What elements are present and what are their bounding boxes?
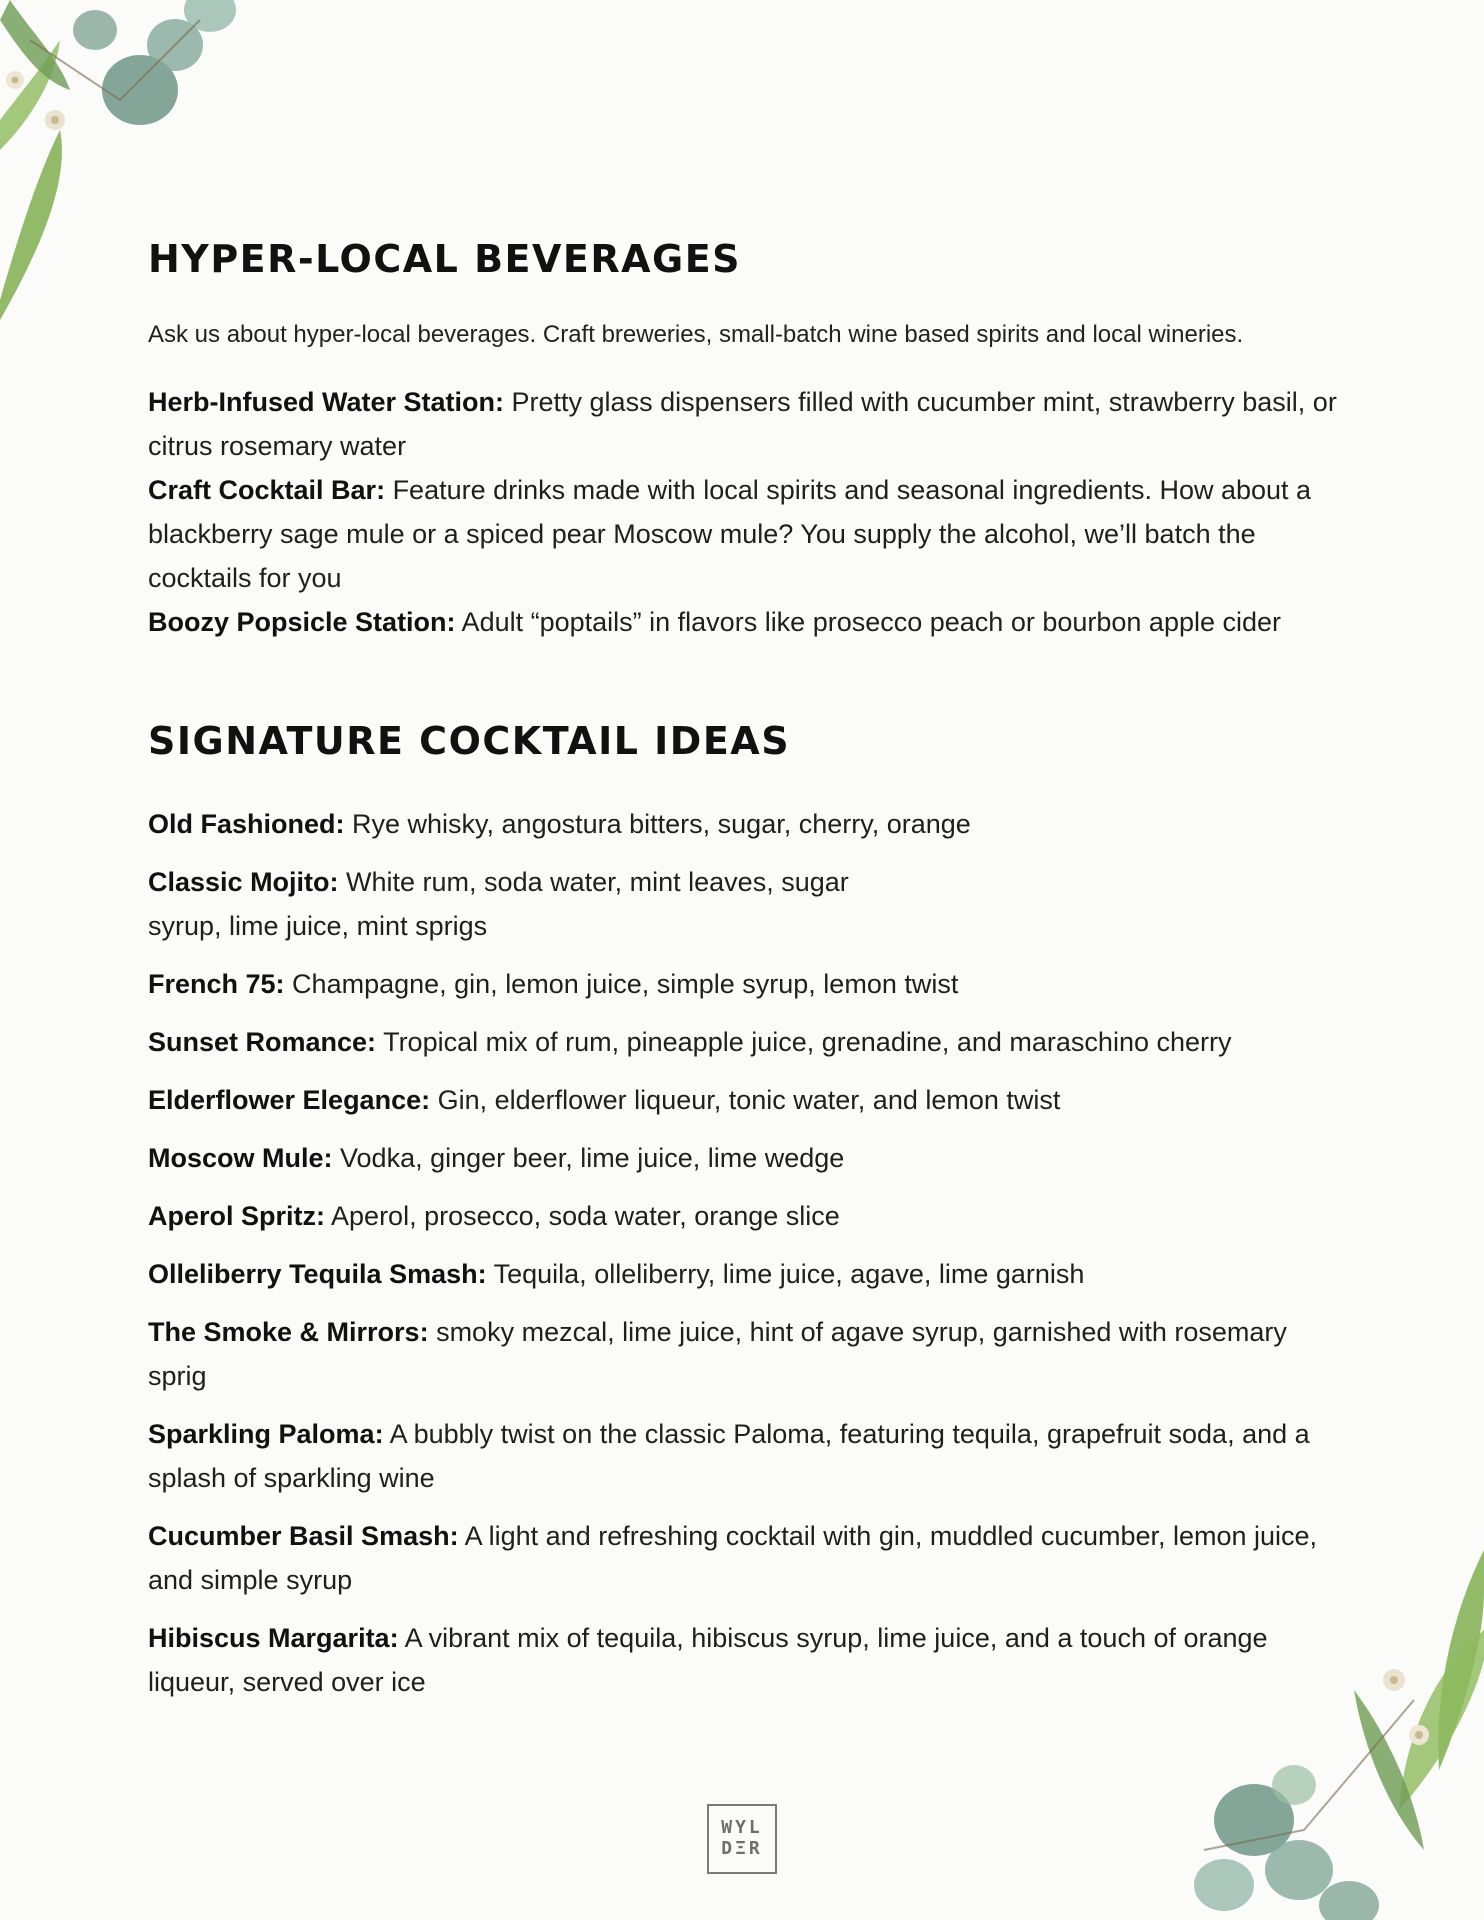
item-name: Sparkling Paloma: — [148, 1419, 384, 1449]
item-desc: A light and refreshing cocktail with gin, muddled cucumber, lemon juice, and simple syrup — [148, 1521, 1318, 1595]
item-desc: Pretty glass dispensers filled with cucumber mint, strawberry basil, or citrus rosemary water — [148, 386, 1337, 461]
hyper-local-heading: HYPER-LOCAL BEVERAGES — [148, 237, 742, 281]
signature-cocktails-heading: SIGNATURE COCKTAIL IDEAS — [148, 719, 791, 763]
hyper-local-intro: Ask us about hyper-local beverages. Craft breweries, small-batch wine based spirits and local wineries. — [148, 321, 1244, 348]
item-name: Classic Mojito: — [148, 867, 339, 897]
item-desc: Adult “poptails” in flavors like prosecco peach or bourbon apple cider — [455, 606, 1282, 637]
list-item — [148, 1514, 1343, 1602]
item-name: Craft Cocktail Bar: — [148, 474, 386, 505]
item-desc: A bubbly twist on the classic Paloma, featuring tequila, grapefruit soda, and a splash of sparkling wine — [148, 1419, 1310, 1493]
item-desc: Aperol, prosecco, soda water, orange slice — [325, 1201, 840, 1231]
item-name: Moscow Mule: — [148, 1143, 333, 1173]
wylder-logo — [707, 1804, 777, 1874]
list-item — [148, 1078, 1343, 1122]
list-item — [148, 1412, 1343, 1500]
list-item — [148, 802, 1343, 846]
list-item — [148, 962, 1343, 1006]
item-name: French 75: — [148, 969, 285, 999]
item-desc: smoky mezcal, lime juice, hint of agave syrup, garnished with rosemary sprig — [148, 1317, 1287, 1391]
item-name: Hibiscus Margarita: — [148, 1623, 399, 1653]
list-item — [148, 1252, 1343, 1296]
item-desc: Gin, elderflower liqueur, tonic water, and lemon twist — [430, 1085, 1061, 1115]
item-desc: White rum, soda water, mint leaves, sugar syrup, lime juice, mint sprigs — [148, 867, 849, 941]
list-item — [148, 1194, 1343, 1238]
item-desc: Tropical mix of rum, pineapple juice, grenadine, and maraschino cherry — [376, 1027, 1232, 1057]
beverage-list — [148, 380, 1343, 644]
item-desc: A vibrant mix of tequila, hibiscus syrup, lime juice, and a touch of orange liqueur, served over ice — [148, 1623, 1268, 1697]
list-item — [148, 1020, 1343, 1064]
list-item — [148, 600, 1343, 644]
item-desc: Vodka, ginger beer, lime juice, lime wedge — [332, 1143, 845, 1173]
cocktail-list — [148, 802, 1343, 1704]
item-desc: Tequila, olleliberry, lime juice, agave, lime garnish — [486, 1259, 1085, 1289]
item-name: Elderflower Elegance: — [148, 1085, 431, 1115]
item-desc: Feature drinks made with local spirits and seasonal ingredients. How about a blackberry sage mule or a spiced pear Moscow mule? You supply the alcohol, we’ll batch the cocktails for you — [148, 474, 1312, 593]
item-name: Sunset Romance: — [148, 1027, 377, 1057]
signature-cocktails-section — [148, 719, 1343, 1718]
item-name: Cucumber Basil Smash: — [148, 1521, 459, 1551]
item-name: Olleliberry Tequila Smash: — [148, 1259, 487, 1289]
item-name: Aperol Spritz: — [148, 1201, 326, 1231]
logo-line-2: DΞR — [721, 1838, 763, 1859]
item-name: Old Fashioned: — [148, 809, 345, 839]
list-item — [148, 380, 1343, 468]
list-item — [148, 468, 1343, 600]
logo-line-1: WYL — [721, 1817, 763, 1839]
hyper-local-section — [148, 237, 1343, 644]
item-desc: Rye whisky, angostura bitters, sugar, cherry, orange — [344, 809, 971, 839]
item-name: Boozy Popsicle Station: — [148, 606, 456, 637]
item-desc: Champagne, gin, lemon juice, simple syrup, lemon twist — [284, 969, 959, 999]
list-item — [148, 1616, 1343, 1704]
item-name: The Smoke & Mirrors: — [148, 1317, 429, 1347]
list-item — [148, 1310, 1343, 1398]
item-name: Herb-Infused Water Station: — [148, 386, 505, 417]
list-item — [148, 1136, 1343, 1180]
list-item — [148, 860, 878, 948]
